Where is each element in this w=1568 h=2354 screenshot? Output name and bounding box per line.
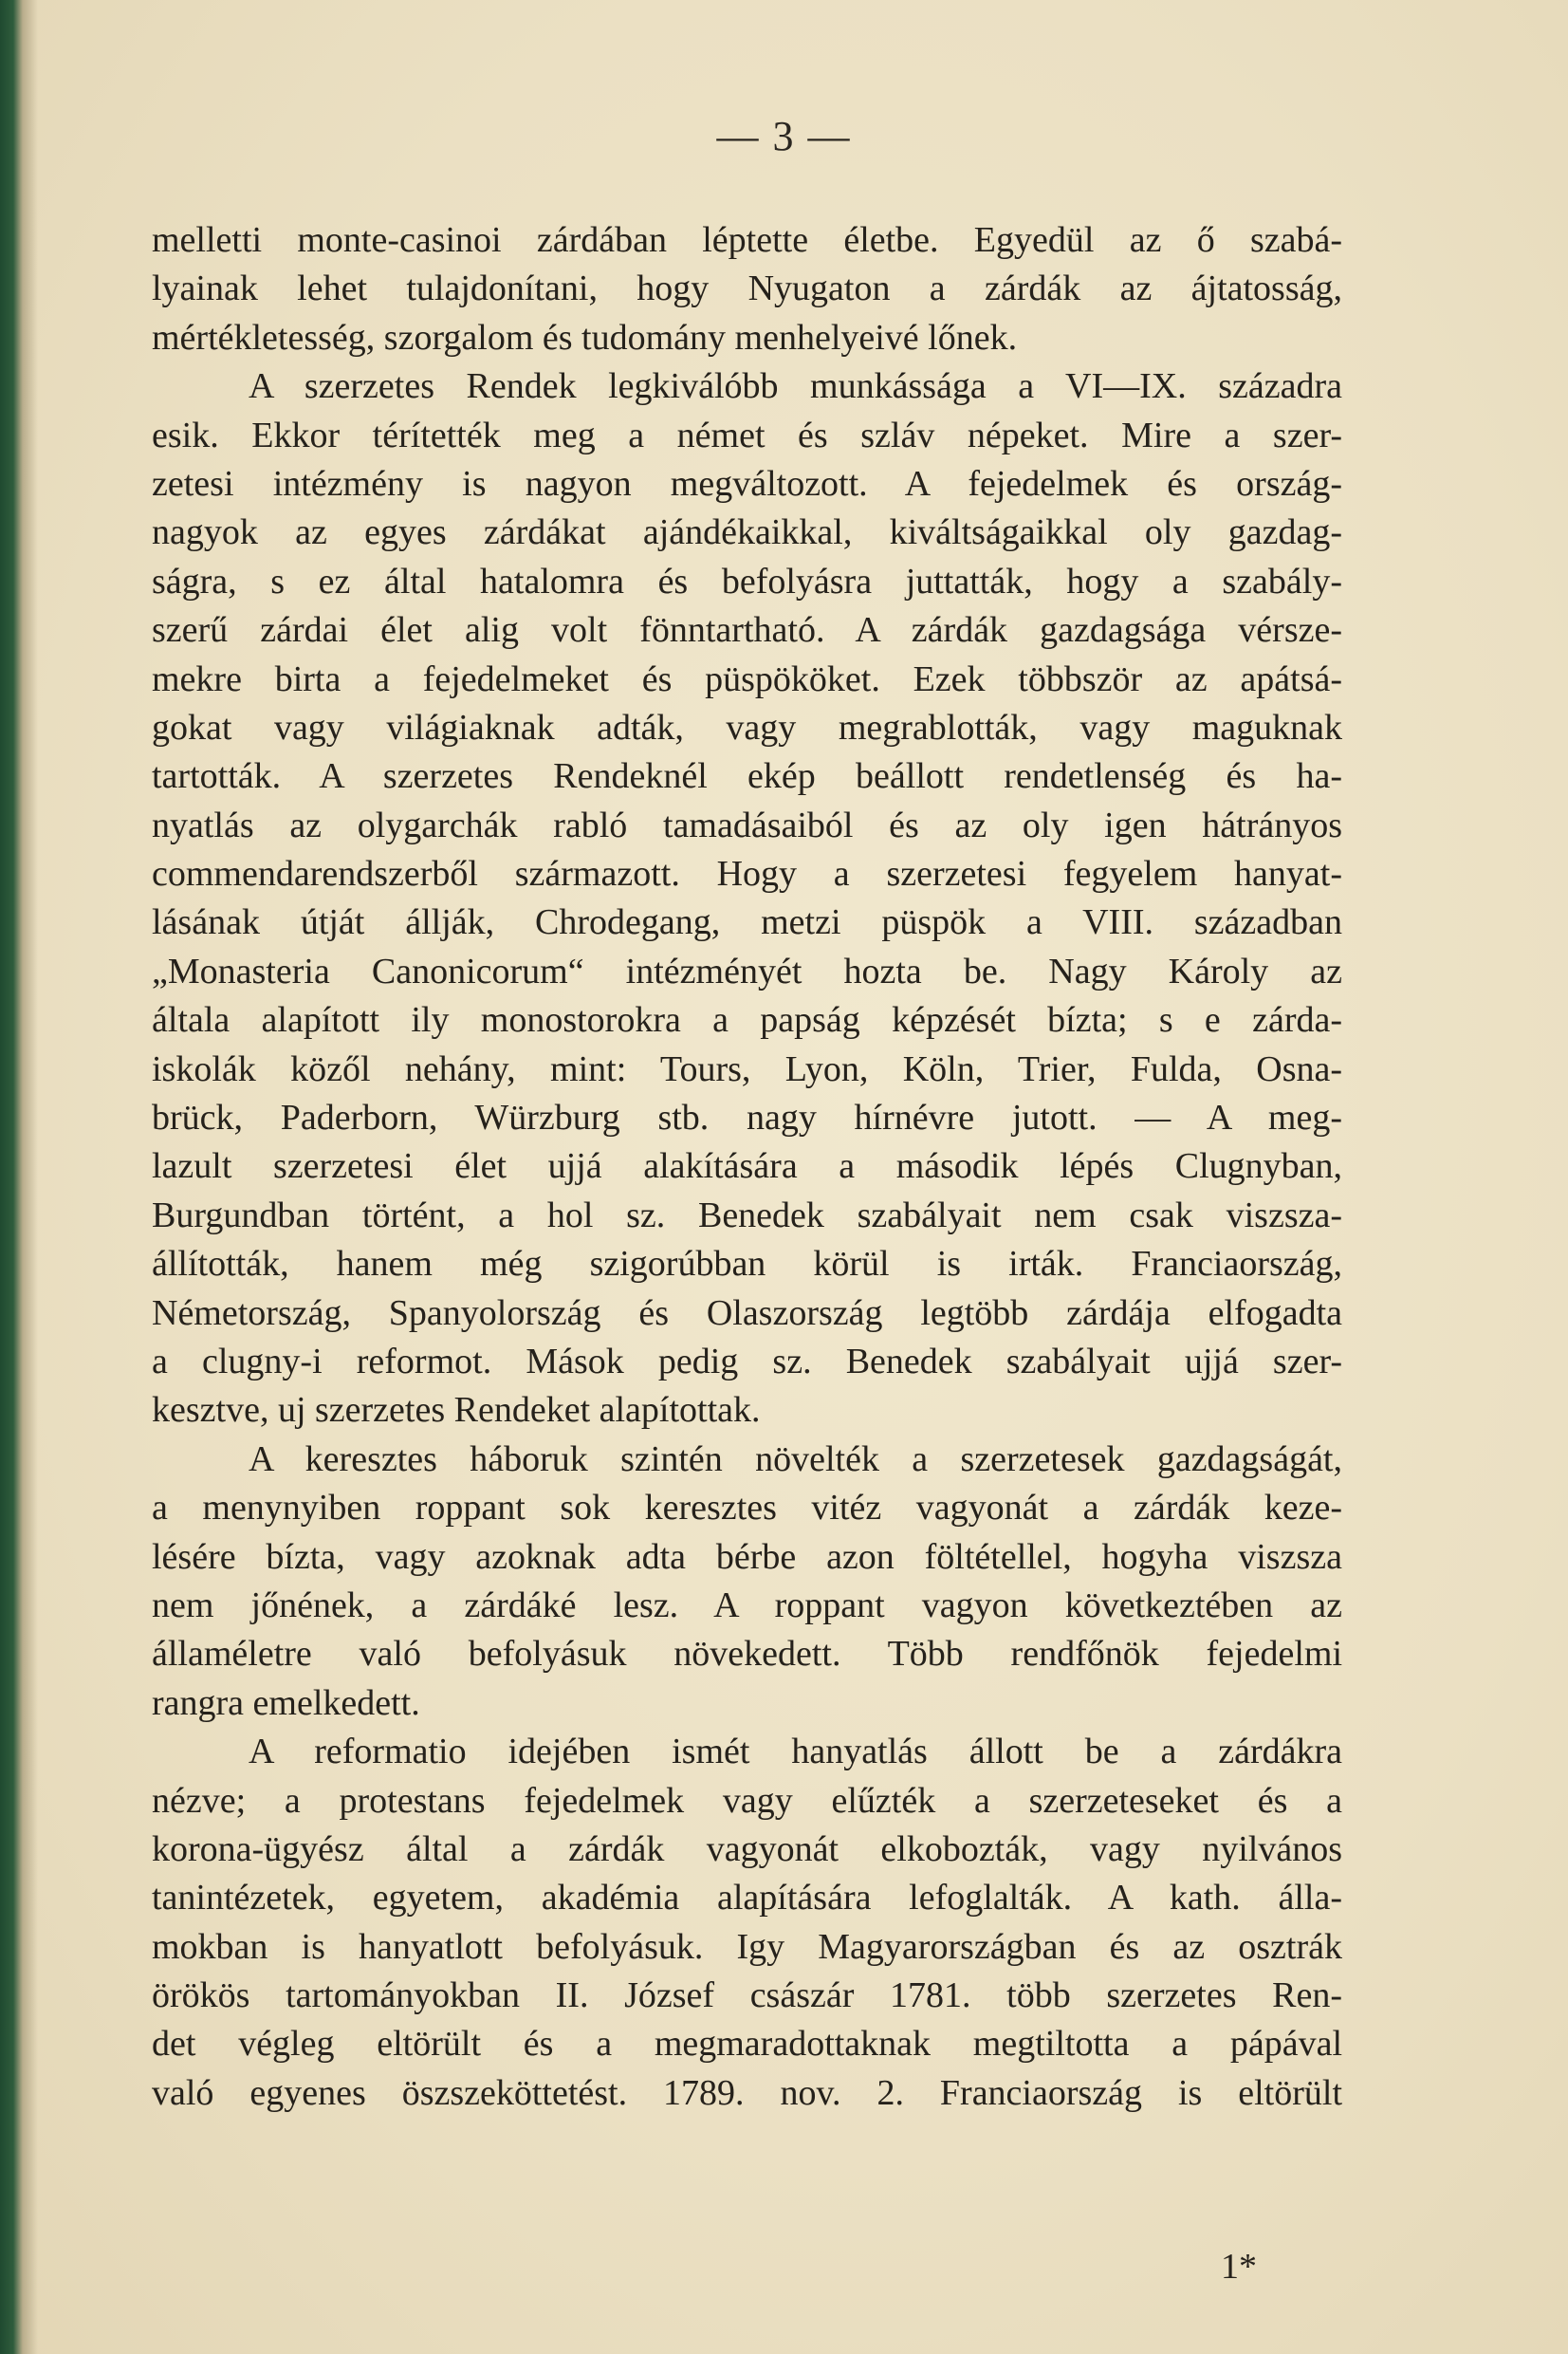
text-line: esik. Ekkor térítették meg a német és szláv népeket. Mire a szer- [152, 415, 1342, 455]
text-line: A keresztes háboruk szintén növelték a szerzetesek gazdagságát, [249, 1438, 1342, 1479]
text-line: rangra emelkedett. [152, 1682, 420, 1723]
text-line: zetesi intézmény is nagyon megváltozott. A fejedelmek és ország- [152, 463, 1342, 504]
text-line: mértékletesség, szorgalom és tudomány menhelyeivé lőnek. [152, 317, 1018, 358]
text-line: szerű zárdai élet alig volt fönntartható. A zárdák gazdagsága vérsze- [152, 610, 1342, 651]
text-line: való egyenes öszszeköttetést. 1789. nov. 2. Franciaország is eltörült [152, 2072, 1342, 2113]
text-line: iskolák közől nehány, mint: Tours, Lyon, Köln, Trier, Fulda, Osna- [152, 1048, 1342, 1089]
book-spine-edge [0, 0, 38, 2354]
text-line: tartották. A szerzetes Rendeknél ekép beállott rendetlenség és ha- [152, 756, 1342, 797]
text-line: örökös tartományokban II. József császár 1781. több szerzetes Ren- [152, 1975, 1342, 2016]
text-line: gokat vagy világiaknak adták, vagy megrablották, vagy maguknak [152, 707, 1342, 748]
page-number: — 3 — [716, 113, 852, 159]
text-line: lyainak lehet tulajdonítani, hogy Nyugaton a zárdák az ájtatosság, [152, 269, 1342, 309]
text-line: lásának útját állják, Chrodegang, metzi püspök a VIII. században [152, 902, 1342, 943]
text-line: lésére bízta, vagy azoknak adta bérbe azon föltétellel, hogyha viszsza [152, 1536, 1342, 1577]
text-line: általa alapított ily monostorokra a papság képzését bízta; s e zárda- [152, 1000, 1342, 1041]
text-line: Burgundban történt, a hol sz. Benedek szabályait nem csak viszsza- [152, 1195, 1342, 1235]
text-line: A reformatio idejében ismét hanyatlás állott be a zárdákra [249, 1732, 1342, 1772]
text-line: államéletre való befolyásuk növekedett. Több rendfőnök fejedelmi [152, 1634, 1342, 1675]
text-line: nézve; a protestans fejedelmek vagy elűzték a szerzeteseket és a [152, 1780, 1342, 1821]
text-line: ságra, s ez által hatalomra és befolyásra juttatták, hogy a szabály- [152, 561, 1342, 602]
text-line: mekre birta a fejedelmeket és püspököket. Ezek többször az apátsá- [152, 658, 1342, 699]
text-line: brück, Paderborn, Würzburg stb. nagy hírnévre jutott. — A meg- [152, 1098, 1342, 1139]
text-line: állították, hanem még szigorúbban körül is irták. Franciaország, [152, 1244, 1342, 1285]
text-line: nyatlás az olygarchák rabló tamadásaiból és az oly igen hátrányos [152, 805, 1342, 845]
text-line: nagyok az egyes zárdákat ajándékaikkal, kiváltságaikkal oly gazdag- [152, 512, 1342, 553]
body-text [152, 216, 1342, 2118]
text-line: korona-ügyész által a zárdák vagyonát elkobozták, vagy nyilvános [152, 1828, 1342, 1869]
text-line: tanintézetek, egyetem, akadémia alapítására lefoglalták. A kath. álla- [152, 1878, 1342, 1918]
text-line: det végleg eltörült és a megmaradottaknak megtiltotta a pápával [152, 2024, 1342, 2065]
text-line: melletti monte-casinoi zárdában léptette életbe. Egyedül az ő szabá- [152, 220, 1342, 260]
text-line: mokban is hanyatlott befolyásuk. Igy Magyarországban és az osztrák [152, 1926, 1342, 1967]
text-line: A szerzetes Rendek legkiválóbb munkássága a VI—IX. századra [249, 366, 1342, 407]
text-line: a menynyiben roppant sok keresztes vitéz vagyonát a zárdák keze- [152, 1488, 1342, 1529]
text-line: nem jőnének, a zárdáké lesz. A roppant vagyon következtében az [152, 1585, 1342, 1625]
text-line: „Monasteria Canonicorum“ intézményét hozta be. Nagy Károly az [152, 951, 1342, 992]
text-line: lazult szerzetesi élet ujjá alakítására a második lépés Clugnyban, [152, 1146, 1342, 1187]
text-line: kesztve, uj szerzetes Rendeket alapítottak. [152, 1390, 761, 1431]
text-line: Németország, Spanyolország és Olaszország legtöbb zárdája elfogadta [152, 1292, 1342, 1333]
text-line: commendarendszerből származott. Hogy a szerzetesi fegyelem hanyat- [152, 854, 1342, 895]
signature-mark: 1* [1221, 2247, 1257, 2287]
text-line: a clugny-i reformot. Mások pedig sz. Benedek szabályait ujjá szer- [152, 1341, 1342, 1381]
